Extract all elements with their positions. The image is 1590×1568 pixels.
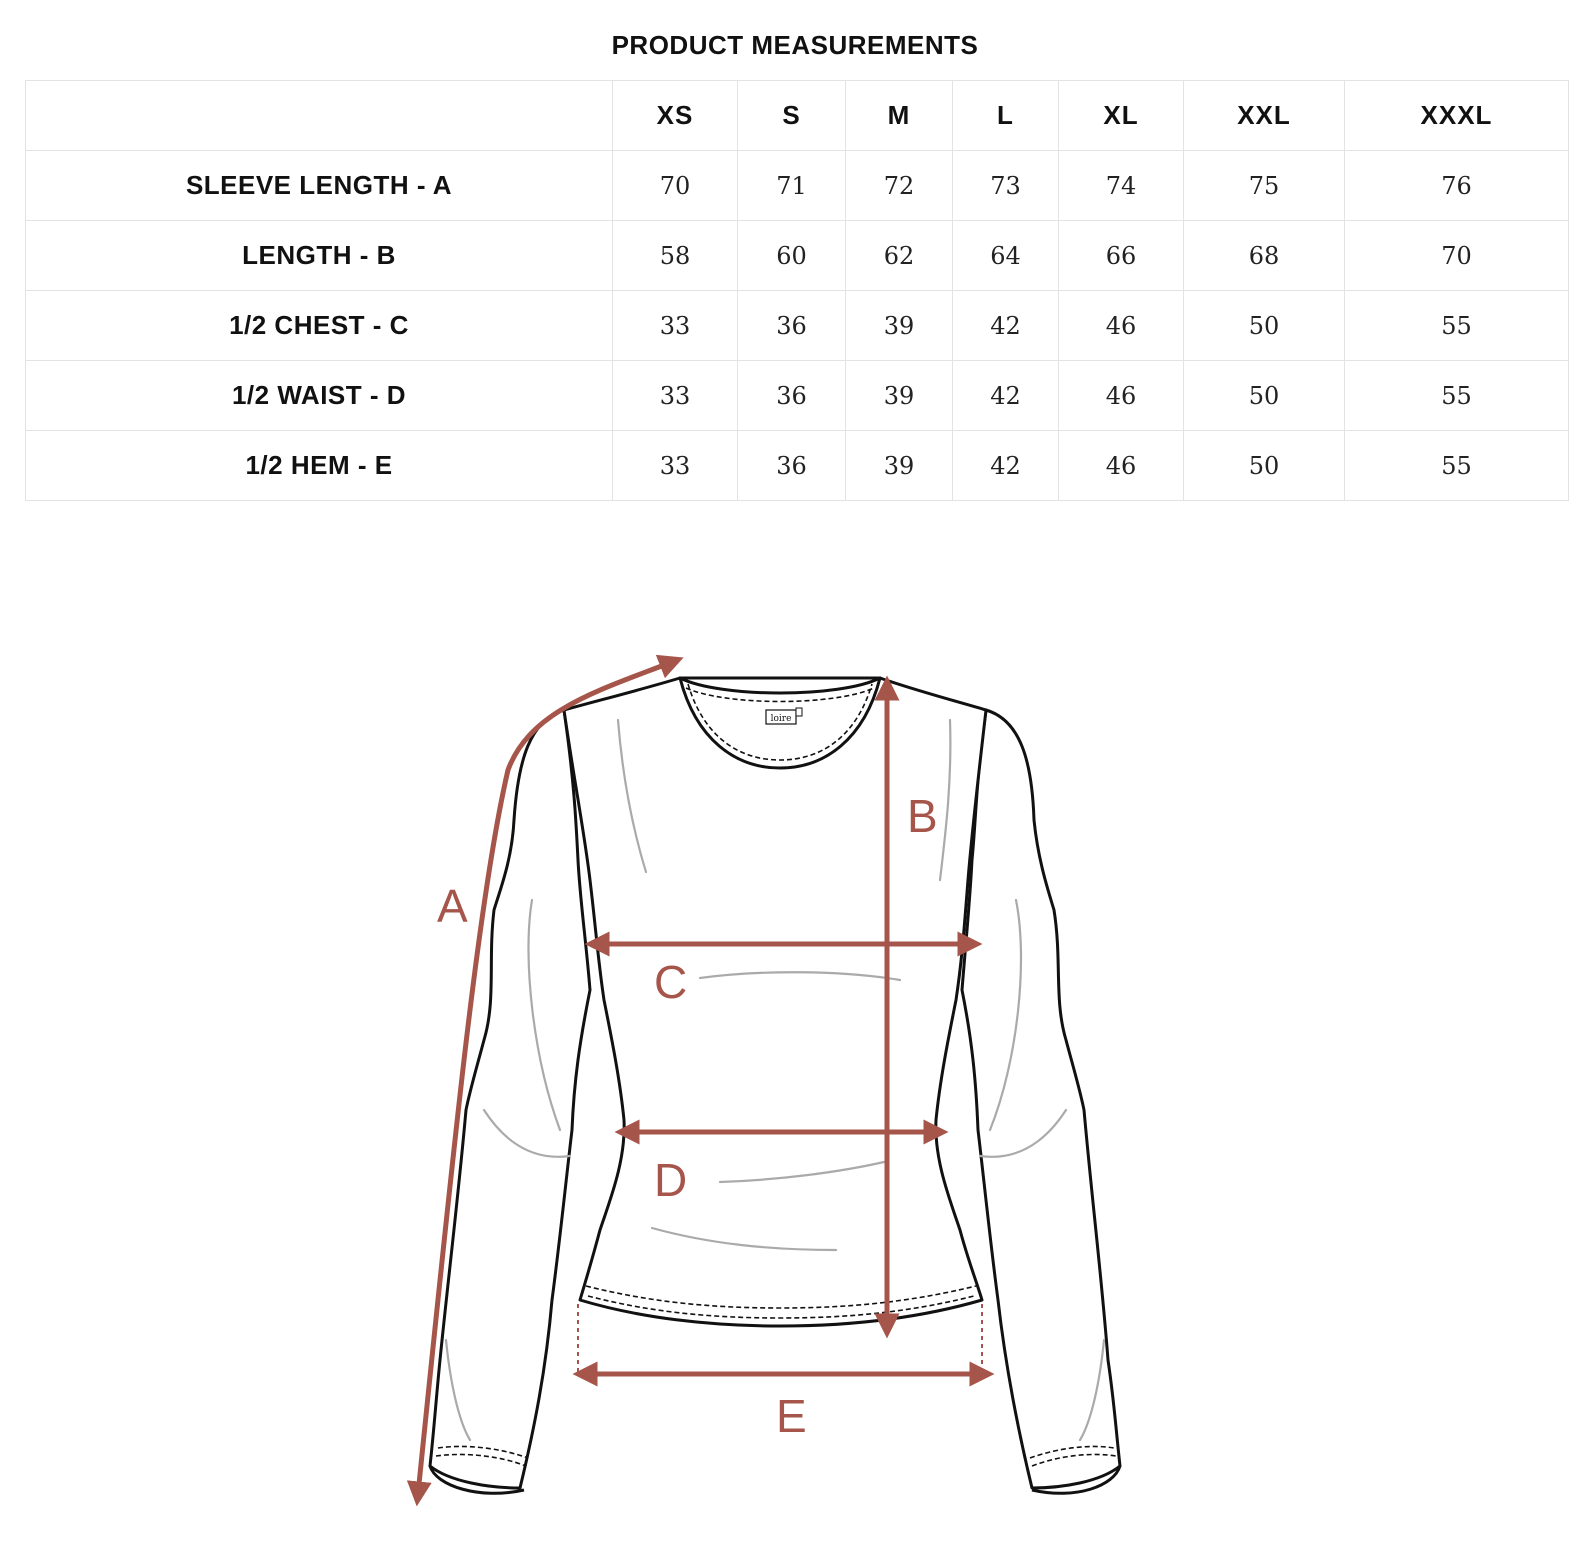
table-cell: 74 [1059, 151, 1184, 221]
table-cell: 33 [613, 291, 738, 361]
table-cell: 55 [1345, 361, 1569, 431]
right-sleeve [962, 710, 1120, 1488]
table-cell: 42 [953, 361, 1059, 431]
size-header: L [953, 81, 1059, 151]
table-cell: 75 [1184, 151, 1345, 221]
label-e: E [776, 1390, 807, 1442]
table-cell: 76 [1345, 151, 1569, 221]
cuffs [430, 1466, 1120, 1493]
table-cell: 71 [738, 151, 846, 221]
table-cell: 39 [846, 431, 953, 501]
table-cell: 70 [1345, 221, 1569, 291]
size-header: XXXL [1345, 81, 1569, 151]
table-cell: 60 [738, 221, 846, 291]
label-b: B [907, 790, 938, 842]
size-header: XS [613, 81, 738, 151]
brand-tag-text: loire [770, 714, 792, 724]
table-cell: 33 [613, 361, 738, 431]
table-cell: 36 [738, 291, 846, 361]
table-cell: 50 [1184, 361, 1345, 431]
row-label: 1/2 WAIST - D [26, 361, 613, 431]
table-cell: 46 [1059, 361, 1184, 431]
size-header: M [846, 81, 953, 151]
table-cell: 39 [846, 361, 953, 431]
table-cell: 42 [953, 431, 1059, 501]
table-cell: 50 [1184, 291, 1345, 361]
shirt-outline [430, 678, 1120, 1488]
row-label: 1/2 HEM - E [26, 431, 613, 501]
table-cell: 70 [613, 151, 738, 221]
table-cell: 36 [738, 431, 846, 501]
table-cell: 64 [953, 221, 1059, 291]
table-cell: 36 [738, 361, 846, 431]
table-cell: 55 [1345, 431, 1569, 501]
brand-tag-tab [796, 708, 802, 716]
size-header: S [738, 81, 846, 151]
label-d: D [654, 1154, 688, 1206]
shirt-body [564, 678, 986, 1326]
page-title: PRODUCT MEASUREMENTS [611, 30, 979, 60]
left-sleeve [430, 710, 590, 1488]
table-cell: 42 [953, 291, 1059, 361]
table-cell: 58 [613, 221, 738, 291]
table-cell: 46 [1059, 291, 1184, 361]
label-c: C [654, 956, 688, 1008]
table-cell: 66 [1059, 221, 1184, 291]
size-header: XXL [1184, 81, 1345, 151]
size-header: XL [1059, 81, 1184, 151]
table-cell: 46 [1059, 431, 1184, 501]
row-label: LENGTH - B [26, 221, 613, 291]
row-label: 1/2 CHEST - C [26, 291, 613, 361]
table-cell: 39 [846, 291, 953, 361]
row-label: SLEEVE LENGTH - A [26, 151, 613, 221]
table-cell: 72 [846, 151, 953, 221]
table-cell: 50 [1184, 431, 1345, 501]
table-cell: 68 [1184, 221, 1345, 291]
table-cell: 33 [613, 431, 738, 501]
table-cell: 73 [953, 151, 1059, 221]
label-a: A [437, 880, 468, 932]
table-cell: 55 [1345, 291, 1569, 361]
table-cell: 62 [846, 221, 953, 291]
